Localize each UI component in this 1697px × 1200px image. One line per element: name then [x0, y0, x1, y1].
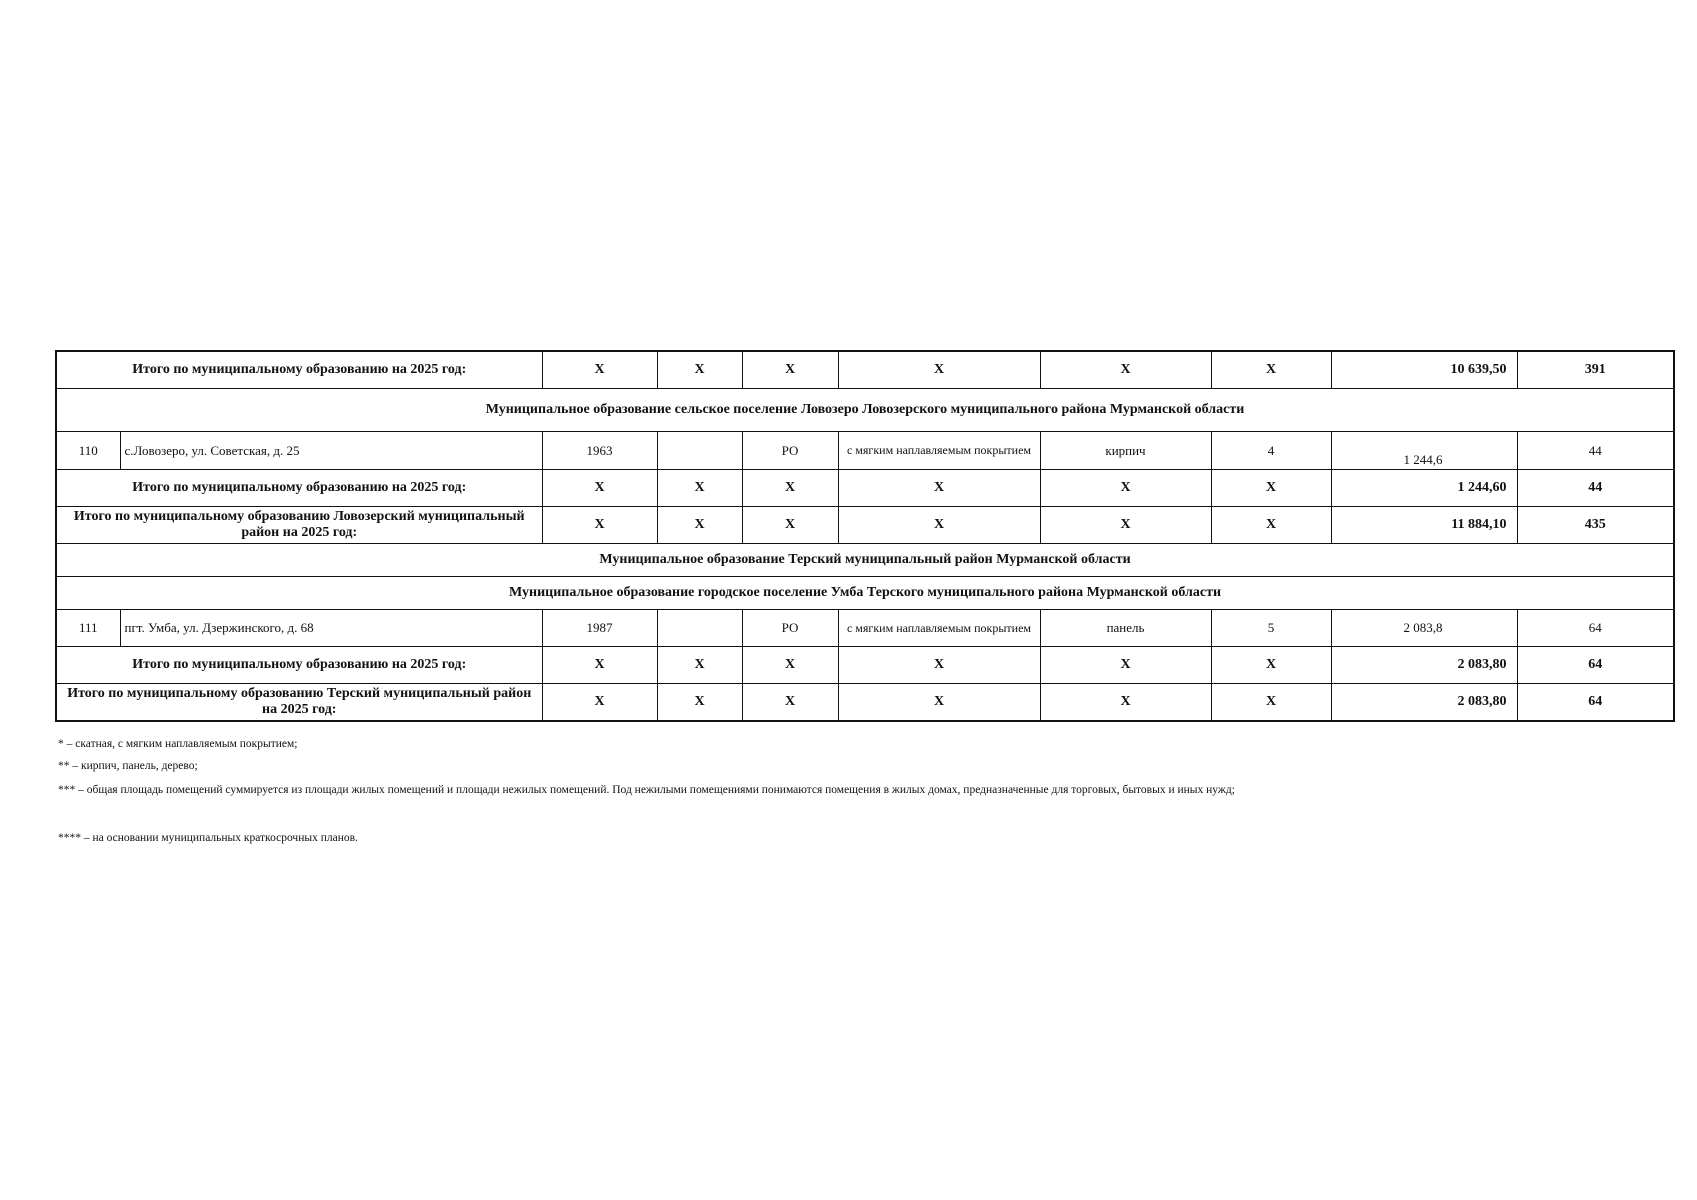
roof-type: с мягким наплавляемым покрытием: [838, 432, 1040, 470]
table-row: [56, 507, 1674, 544]
wall-material: кирпич: [1040, 432, 1211, 470]
x-cell: Х: [742, 647, 838, 684]
x-cell: Х: [657, 684, 742, 722]
x-cell: Х: [1211, 647, 1331, 684]
year: 1963: [542, 432, 657, 470]
x-cell: Х: [542, 684, 657, 722]
x-cell: Х: [542, 647, 657, 684]
x-cell: Х: [1211, 507, 1331, 544]
area: 2 083,8: [1331, 610, 1517, 647]
housing-table: [55, 350, 1675, 722]
total-count: 64: [1517, 647, 1674, 684]
x-cell: Х: [1040, 684, 1211, 722]
total-label: Итого по муниципальному образованию Ловозерский муниципальный район на 2025 год:: [56, 507, 542, 544]
ro-cell: РО: [742, 432, 838, 470]
table-row: [56, 577, 1674, 610]
total-area: 10 639,50: [1331, 351, 1517, 389]
x-cell: Х: [838, 647, 1040, 684]
table-row: [56, 389, 1674, 432]
x-cell: Х: [1211, 351, 1331, 389]
x-cell: Х: [742, 507, 838, 544]
section-header: Муниципальное образование Терский муниципальный район Мурманской области: [56, 544, 1674, 577]
table-row: [56, 351, 1674, 389]
table-row: [56, 647, 1674, 684]
x-cell: Х: [657, 470, 742, 507]
count: 44: [1517, 432, 1674, 470]
total-count: 64: [1517, 684, 1674, 722]
x-cell: Х: [742, 470, 838, 507]
x-cell: Х: [1211, 684, 1331, 722]
footnote: **** – на основании муниципальных краткосрочных планов.: [58, 832, 358, 844]
x-cell: Х: [838, 470, 1040, 507]
total-label: Итого по муниципальному образованию на 2025 год:: [56, 470, 542, 507]
x-cell: Х: [657, 351, 742, 389]
address: пгт. Умба, ул. Дзержинского, д. 68: [120, 610, 542, 647]
total-area: 1 244,60: [1331, 470, 1517, 507]
row-number: 111: [56, 610, 120, 647]
table-row: [56, 610, 1674, 647]
wall-material: панель: [1040, 610, 1211, 647]
x-cell: Х: [838, 507, 1040, 544]
x-cell: Х: [542, 351, 657, 389]
blank-cell: [657, 610, 742, 647]
x-cell: Х: [742, 351, 838, 389]
total-label: Итого по муниципальному образованию на 2025 год:: [56, 647, 542, 684]
table-row: [56, 432, 1674, 470]
total-area: 11 884,10: [1331, 507, 1517, 544]
x-cell: Х: [542, 507, 657, 544]
total-area: 2 083,80: [1331, 647, 1517, 684]
total-label: Итого по муниципальному образованию на 2025 год:: [56, 351, 542, 389]
footnote: ** – кирпич, панель, дерево;: [58, 760, 198, 772]
footnote: * – скатная, с мягким наплавляемым покрытием;: [58, 738, 298, 750]
x-cell: Х: [742, 684, 838, 722]
section-header: Муниципальное образование городское поселение Умба Терского муниципального района Мурманской области: [56, 577, 1674, 610]
floors: 5: [1211, 610, 1331, 647]
x-cell: Х: [1040, 647, 1211, 684]
total-label: Итого по муниципальному образованию Терский муниципальный район на 2025 год:: [56, 684, 542, 722]
x-cell: Х: [1040, 470, 1211, 507]
area: 1 244,6: [1331, 432, 1517, 470]
x-cell: Х: [542, 470, 657, 507]
total-count: 435: [1517, 507, 1674, 544]
ro-cell: РО: [742, 610, 838, 647]
blank-cell: [657, 432, 742, 470]
section-header: Муниципальное образование сельское поселение Ловозеро Ловозерского муниципального района Мурманской области: [56, 389, 1674, 432]
table-row: [56, 544, 1674, 577]
year: 1987: [542, 610, 657, 647]
x-cell: Х: [1040, 351, 1211, 389]
x-cell: Х: [1040, 507, 1211, 544]
count: 64: [1517, 610, 1674, 647]
x-cell: Х: [1211, 470, 1331, 507]
total-area: 2 083,80: [1331, 684, 1517, 722]
x-cell: Х: [838, 351, 1040, 389]
x-cell: Х: [838, 684, 1040, 722]
total-count: 391: [1517, 351, 1674, 389]
row-number: 110: [56, 432, 120, 470]
address: с.Ловозеро, ул. Советская, д. 25: [120, 432, 542, 470]
table-row: [56, 684, 1674, 722]
total-count: 44: [1517, 470, 1674, 507]
roof-type: с мягким наплавляемым покрытием: [838, 610, 1040, 647]
x-cell: Х: [657, 647, 742, 684]
table-row: [56, 470, 1674, 507]
x-cell: Х: [657, 507, 742, 544]
floors: 4: [1211, 432, 1331, 470]
footnote: *** – общая площадь помещений суммируется из площади жилых помещений и площади нежилых помещений. Под нежилыми помещениями понимаются помещения в жилых домах, предназначенные для торговых, бытовых и иных нужд;: [58, 784, 1235, 796]
